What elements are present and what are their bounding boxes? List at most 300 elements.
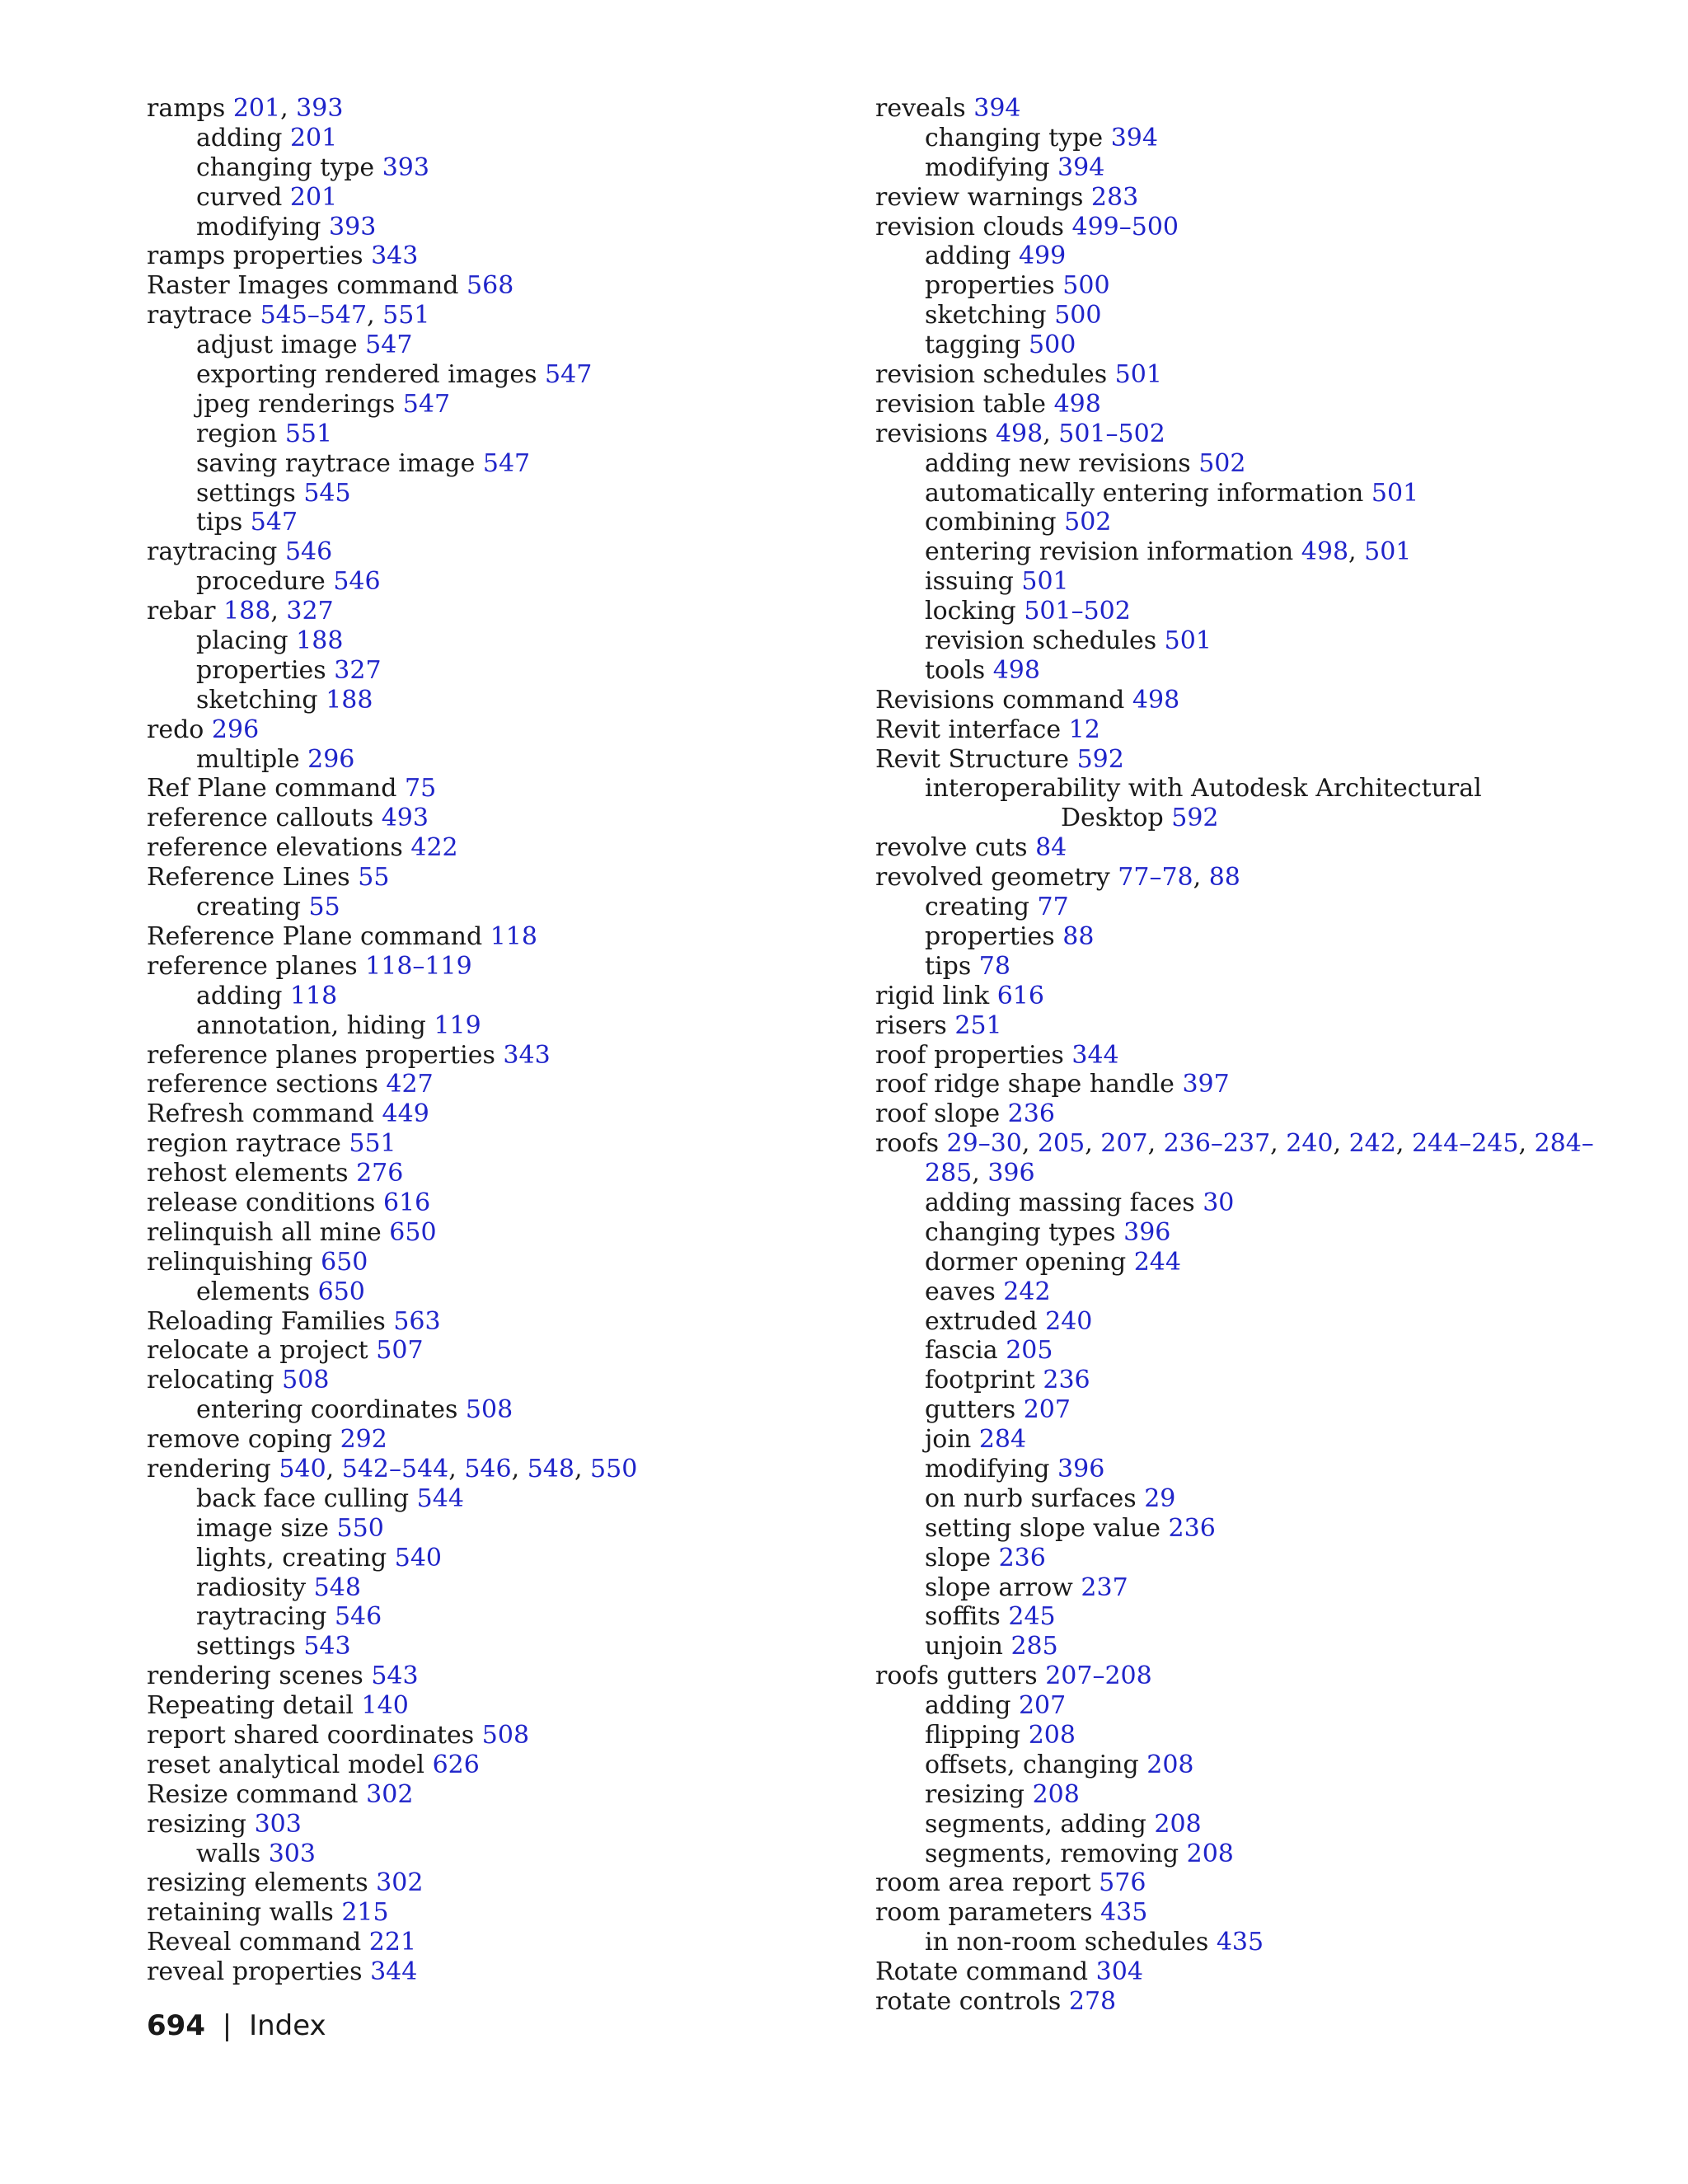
index-entry [147,1721,856,1750]
index-term: segments, removing [925,1839,1179,1868]
page-reference-link[interactable]: 547 [365,330,413,360]
index-term: relinquishing [147,1247,313,1277]
index-entry [875,153,1634,183]
page-reference-link[interactable]: 244–245 [1411,1129,1519,1159]
page-reference-link[interactable]: 88 [1062,921,1095,951]
page-reference-link[interactable]: 396 [1057,1454,1105,1483]
index-term: relinquish all mine [147,1217,382,1247]
index-term: Revisions command [875,685,1125,715]
index-entry [875,893,1634,922]
page-reference-link[interactable]: 77 [1037,893,1069,922]
index-entry [147,1159,856,1188]
index-entry [147,1218,856,1248]
page-reference-link[interactable]: 244 [1133,1247,1181,1277]
index-entry [147,1336,856,1366]
page-reference-link[interactable]: 394 [1110,123,1158,152]
page-reference-link[interactable]: 547 [545,360,593,390]
page-reference-link[interactable]: 29 [1144,1483,1176,1513]
page-reference-link[interactable]: 343 [503,1040,551,1070]
index-entry [875,124,1634,153]
index-entry [875,479,1634,509]
index-entry [875,1810,1634,1840]
index-entry [875,567,1634,597]
page-reference-link[interactable]: 236–237 [1163,1129,1271,1159]
page-reference-link[interactable]: 205 [1006,1336,1053,1366]
page-reference-link[interactable]: 501 [1164,626,1212,656]
index-term: setting slope value [925,1513,1160,1543]
page-reference-link[interactable]: 208 [1032,1779,1080,1809]
index-entry [875,1248,1634,1277]
page-reference-link[interactable]: 215 [341,1898,389,1928]
index-entry [147,1366,856,1395]
page-reference-link[interactable]: 498 [1301,537,1349,567]
index-entry [875,597,1634,626]
page-reference-link[interactable]: 304 [1095,1957,1143,1987]
page-reference-link[interactable]: 302 [376,1868,424,1898]
index-term: ramps [147,94,226,123]
index-term: rebar [147,597,216,626]
index-entry [875,1336,1634,1366]
page-reference-link[interactable]: 236 [1007,1099,1055,1129]
index-term: properties [925,921,1055,951]
page-reference-link[interactable]: 508 [282,1366,330,1395]
page-reference-link[interactable]: 208 [1186,1839,1234,1868]
page-reference-link[interactable]: 396 [1123,1217,1171,1247]
index-entry [875,1099,1634,1129]
page-reference-link[interactable]: 543 [303,1632,351,1661]
page-reference-link[interactable]: 544 [416,1483,464,1513]
page-reference-link[interactable]: 208 [1146,1750,1194,1779]
index-entry [147,1011,856,1041]
index-entry [875,301,1634,330]
index-entry [875,1780,1634,1810]
page-reference-link[interactable]: 292 [340,1425,387,1455]
page-reference-link[interactable]: 118 [289,981,338,1010]
index-entry [147,774,856,804]
index-entry [875,1544,1634,1573]
page-reference-link[interactable]: 276 [356,1159,404,1188]
page-reference-link[interactable]: 493 [381,804,429,833]
index-term: rendering [147,1454,271,1483]
page-reference-link[interactable]: 545–547 [260,301,368,330]
page-reference-link[interactable]: 592 [1171,804,1219,833]
page-reference-link[interactable]: 498 [1053,389,1101,419]
index-entry [875,1573,1634,1603]
index-term: revolved geometry [875,863,1110,893]
page-reference-link[interactable]: 221 [368,1928,417,1957]
page-reference-link[interactable]: 499 [1018,241,1067,271]
page-reference-link[interactable]: 551 [349,1129,396,1159]
index-term: Repeating detail [147,1691,354,1721]
page-reference-link[interactable]: 240 [1045,1306,1093,1336]
index-entry [875,1632,1634,1661]
index-entry [875,1721,1634,1750]
page-reference-link[interactable]: 547 [402,389,451,419]
index-term: room parameters [875,1898,1093,1928]
page-reference-link[interactable]: 550 [336,1513,384,1543]
index-entry [875,213,1634,242]
index-term: walls [196,1839,261,1868]
index-entry [147,1928,856,1957]
page-reference-link[interactable]: 327 [334,655,382,685]
page-reference-link[interactable]: 208 [1028,1720,1076,1750]
page-reference-link[interactable]: 499–500 [1071,212,1179,241]
index-term: resizing elements [147,1868,368,1898]
index-term: Rotate command [875,1957,1089,1987]
page-reference-link[interactable]: 201 [232,94,281,123]
index-term: Reveal command [147,1928,362,1957]
page-reference-link[interactable]: 208 [1154,1809,1202,1839]
page-reference-link[interactable]: 547 [482,448,531,478]
index-entry [875,330,1634,360]
page-reference-link[interactable]: 550 [590,1454,638,1483]
page-reference-link[interactable]: 344 [1071,1040,1119,1070]
page-reference-link[interactable]: 237 [1081,1572,1128,1602]
index-entry [147,1780,856,1810]
index-term: Resize command [147,1779,359,1809]
page-reference-link[interactable]: 548 [313,1572,361,1602]
page-reference-link[interactable]: 207 [1023,1395,1071,1425]
index-entry [147,419,856,449]
index-term: tips [196,508,243,537]
page-reference-link[interactable]: 551 [382,301,430,330]
index-entry [875,686,1634,715]
index-entry [875,774,1634,804]
page-reference-link[interactable]: 616 [382,1188,431,1217]
page-reference-link[interactable]: 501 [1371,478,1419,508]
index-term: Desktop [1061,804,1164,833]
page-reference-link[interactable]: 30 [1203,1188,1235,1217]
index-term: on nurb surfaces [925,1483,1137,1513]
page-reference-link[interactable]: 344 [370,1957,418,1987]
page-reference-link[interactable]: 242 [1003,1277,1051,1306]
page-reference-link[interactable]: 498 [995,419,1043,448]
index-term: settings [196,478,296,508]
page-reference-link[interactable]: 435 [1100,1898,1148,1928]
page-reference-link[interactable]: 548 [527,1454,574,1483]
page-reference-link[interactable]: 327 [286,597,334,626]
page-reference-link[interactable]: 502 [1064,508,1112,537]
page-reference-link[interactable]: 78 [978,951,1010,981]
page-reference-link[interactable]: 508 [481,1720,530,1750]
page-reference-link[interactable]: 568 [467,271,514,301]
index-term: rigid link [875,981,990,1010]
page-reference-link[interactable]: 435 [1216,1928,1264,1957]
index-term: reference planes properties [147,1040,495,1070]
index-term: Revit interface [875,715,1062,744]
page-reference-link[interactable]: 188 [296,626,344,656]
page-reference-link[interactable]: 508 [465,1395,513,1425]
index-term: locking [925,597,1016,626]
page-reference-link[interactable]: 498 [992,655,1040,685]
index-entry [875,1455,1634,1484]
index-entry [147,1248,856,1277]
index-entry [875,271,1634,301]
index-entry [147,1898,856,1928]
index-term: sketching [925,301,1047,330]
page-reference-link[interactable]: 188 [223,597,271,626]
page-reference-link[interactable]: 296 [211,715,260,744]
index-term: changing type [925,123,1104,152]
index-entry [875,922,1634,952]
index-term: segments, adding [925,1809,1146,1839]
index-term: radiosity [196,1572,307,1602]
page-reference-link[interactable]: 12 [1068,715,1100,744]
page-reference-link[interactable]: 283 [1090,182,1139,212]
page-reference-link[interactable]: 207–208 [1045,1661,1152,1691]
index-term: properties [196,655,326,685]
page-reference-link[interactable]: 394 [1057,152,1105,182]
index-entry [875,1366,1634,1395]
page-reference-link[interactable]: 207 [1018,1691,1067,1721]
page-reference-link[interactable]: 302 [366,1779,414,1809]
index-term: reveal properties [147,1957,363,1987]
page-reference-link[interactable]: 303 [254,1809,302,1839]
index-term: risers [875,1010,947,1040]
page-reference-link[interactable]: 545 [303,478,351,508]
index-entry [875,1840,1634,1869]
page-reference-link[interactable]: 88 [1208,863,1240,893]
page-reference-link[interactable]: 546 [334,1602,382,1632]
index-entry: rebar 188, 327 [147,597,334,626]
index-entry [147,1514,856,1544]
page-reference-link[interactable]: 650 [389,1217,437,1247]
index-term: interoperability with Autodesk Architectural [925,774,1482,804]
index-term: room area report [875,1868,1091,1898]
index-entry [875,1987,1634,2017]
page-reference-link[interactable]: 236 [1168,1513,1216,1543]
page-reference-link[interactable]: 285 [1010,1632,1058,1661]
index-entry [147,1041,856,1071]
index-term: changing type [196,152,375,182]
page-reference-link[interactable]: 422 [410,833,458,863]
page-reference-link[interactable]: 576 [1099,1868,1146,1898]
page-reference-link[interactable]: 285 [925,1159,973,1188]
page-reference-link[interactable]: 626 [432,1750,480,1779]
index-entry [147,686,856,715]
index-entry [147,330,856,360]
index-entry [147,124,856,153]
index-term: footprint [925,1366,1035,1395]
index-term: reference elevations [147,833,403,863]
page-reference-link[interactable]: 501 [1364,537,1412,567]
index-entry [147,1425,856,1455]
page-reference-link[interactable]: 543 [371,1661,419,1691]
page-reference-link[interactable]: 205 [1037,1129,1085,1159]
page-reference-link[interactable]: 397 [1182,1070,1230,1099]
page-reference-link[interactable]: 242 [1348,1129,1396,1159]
index-term: entering coordinates [196,1395,458,1425]
page-reference-link[interactable]: 501–502 [1024,597,1131,626]
page-reference-link[interactable]: 77–78 [1118,863,1193,893]
index-term: revolve cuts [875,833,1028,863]
index-term: elements [196,1277,311,1306]
index-term: join [925,1425,972,1455]
page-reference-link[interactable]: 393 [382,152,429,182]
page-reference-link[interactable]: 240 [1286,1129,1334,1159]
page-reference-link[interactable]: 201 [289,123,338,152]
page-reference-link[interactable]: 507 [376,1336,424,1366]
index-entry [875,1691,1634,1721]
index-term: reveals [875,94,966,123]
index-term: saving raytrace image [196,448,476,478]
index-term: entering revision information [925,537,1294,567]
index-entry [147,1810,856,1840]
index-entry [147,271,856,301]
index-entry [875,1957,1634,1987]
index-term: rehost elements [147,1159,349,1188]
index-column-left [147,94,856,1987]
index-term: revision schedules [875,360,1108,390]
page-number: 694 [147,2009,205,2042]
index-entry [147,1070,856,1099]
page-reference-link[interactable]: 140 [361,1691,409,1721]
index-entry [875,1011,1634,1041]
page-reference-link[interactable]: 551 [284,419,333,448]
index-entry [875,1070,1634,1099]
page-reference-link[interactable]: 296 [307,744,355,774]
page-reference-link[interactable]: 284 [978,1425,1027,1455]
page-reference-link[interactable]: 278 [1068,1987,1117,2016]
page-reference-link[interactable]: 449 [382,1099,429,1129]
index-entry [875,1602,1634,1632]
page-reference-link[interactable]: 616 [996,981,1044,1010]
page-reference-link[interactable]: 542–544 [341,1454,449,1483]
index-term: revisions [875,419,988,448]
index-term: Refresh command [147,1099,374,1129]
index-entry [875,1218,1634,1248]
index-entry: revolved geometry 77–78, 88 [875,863,1240,893]
index-term: image size [196,1513,329,1543]
index-term: raytrace [147,301,253,330]
index-entry [147,213,856,242]
page-reference-link[interactable]: 498 [1132,685,1180,715]
page-reference-link[interactable]: 500 [1062,271,1110,301]
page-reference-link[interactable]: 650 [317,1277,365,1306]
index-entry [875,94,1634,124]
page-reference-link[interactable]: 393 [296,94,344,123]
index-term: dormer opening [925,1247,1127,1277]
index-entry [147,537,856,567]
index-term: relocate a project [147,1336,368,1366]
page-reference-link[interactable]: 245 [1008,1602,1056,1632]
index-term: exporting rendered images [196,360,537,390]
index-entry: rendering 540, 542–544, 546, 548, 550 [147,1454,638,1483]
index-entry [147,863,856,893]
index-entry [875,508,1634,537]
page-reference-link[interactable]: 500 [1029,330,1076,360]
index-entry [147,1632,856,1661]
page-reference-link[interactable]: 119 [434,1010,481,1040]
index-term: reference planes [147,951,358,981]
page-reference-link[interactable]: 592 [1076,744,1124,774]
index-term: Reference Plane command [147,921,483,951]
page-reference-link[interactable]: 284– [1534,1129,1594,1159]
page-reference-link[interactable]: 118–119 [365,951,472,981]
index-entry: raytrace 545–547, 551 [147,301,430,330]
index-entry [147,1840,856,1869]
page-reference-link[interactable]: 650 [321,1247,368,1277]
index-entry: 285, 396 [925,1159,1035,1188]
page-reference-link[interactable]: 547 [250,508,298,537]
page-reference-link[interactable]: 427 [386,1070,434,1099]
index-entry [875,241,1634,271]
index-term: rotate controls [875,1987,1062,2016]
page-reference-link[interactable]: 236 [998,1543,1046,1572]
index-entry [147,922,856,952]
page-reference-link[interactable]: 501 [1021,567,1069,597]
index-term: adding [196,981,283,1010]
page-reference-link[interactable]: 563 [393,1306,441,1336]
page-reference-link[interactable]: 540 [279,1454,326,1483]
index-term: review warnings [875,182,1084,212]
index-term: roofs gutters [875,1661,1038,1691]
index-entry [147,1957,856,1987]
page-reference-link[interactable]: 343 [371,241,419,271]
index-term: issuing [925,567,1014,597]
index-entry: revisions 498, 501–502 [875,419,1165,448]
index-term: extruded [925,1306,1038,1336]
page-reference-link[interactable]: 502 [1198,448,1246,478]
page-reference-link[interactable]: 396 [987,1159,1035,1188]
index-term: reference sections [147,1070,378,1099]
page-reference-link[interactable]: 55 [358,863,390,893]
index-term: tagging [925,330,1021,360]
page-reference-link[interactable]: 118 [490,921,537,951]
page-reference-link[interactable]: 84 [1035,833,1067,863]
index-term: region [196,419,278,448]
page-footer [147,2009,326,2042]
page-reference-link[interactable]: 29–30 [946,1129,1022,1159]
index-entry [147,982,856,1011]
page-reference-link[interactable]: 188 [326,685,373,715]
index-entry [875,1395,1634,1425]
page-reference-link[interactable]: 303 [268,1839,316,1868]
index-term: roof ridge shape handle [875,1070,1175,1099]
page-reference-link[interactable]: 546 [284,537,333,567]
page-reference-link[interactable]: 501 [1114,360,1162,390]
page-reference-link[interactable]: 236 [1043,1366,1090,1395]
index-entry: entering revision information 498, 501 [925,537,1412,567]
page-reference-link[interactable]: 501–502 [1058,419,1165,448]
index-term: Reloading Families [147,1306,386,1336]
page-reference-link[interactable]: 500 [1054,301,1102,330]
page-reference-link[interactable]: 251 [954,1010,1002,1040]
index-entry [147,833,856,863]
index-term: reference callouts [147,804,374,833]
index-entry [875,1188,1634,1218]
page-reference-link[interactable]: 393 [329,212,377,241]
page-reference-link[interactable]: 207 [1100,1129,1148,1159]
page-reference-link[interactable]: 75 [404,774,437,804]
page-reference-link[interactable]: 55 [308,893,340,922]
index-term: revision table [875,389,1047,419]
index-term: redo [147,715,204,744]
page-reference-link[interactable]: 394 [973,94,1021,123]
index-term: procedure [196,567,326,597]
page-reference-link[interactable]: 546 [333,567,381,597]
index-term: roofs [875,1129,939,1159]
page-reference-link[interactable]: 201 [289,182,338,212]
page-reference-link[interactable]: 540 [394,1543,443,1572]
index-term: changing types [925,1217,1116,1247]
index-term: resizing [147,1809,247,1839]
index-term: Reference Lines [147,863,350,893]
index-term: adjust image [196,330,358,360]
page-reference-link[interactable]: 546 [464,1454,512,1483]
index-term: adding massing faces [925,1188,1195,1217]
index-term: Ref Plane command [147,774,397,804]
